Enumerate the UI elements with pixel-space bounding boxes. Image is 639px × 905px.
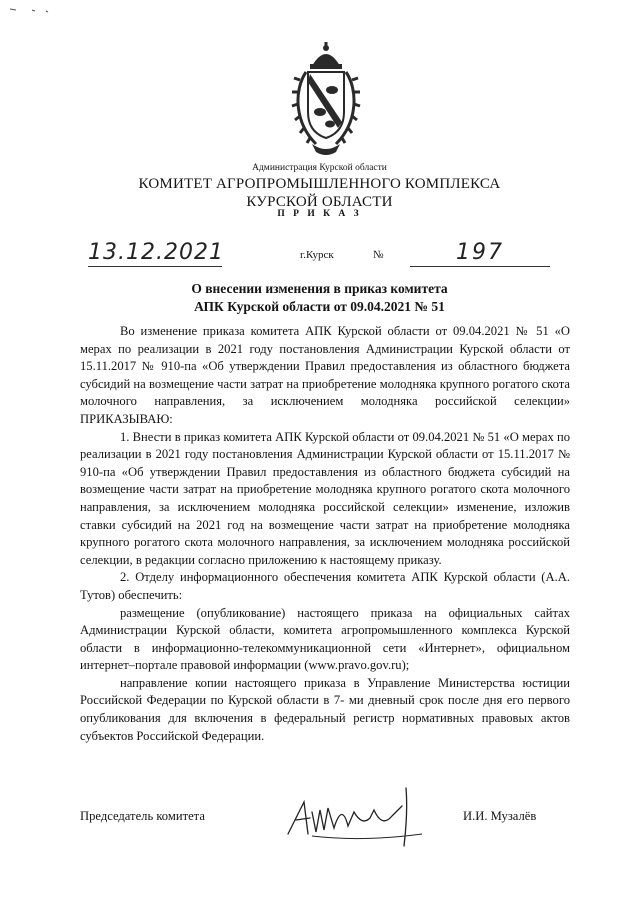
handwritten-signature [282,782,432,848]
order-city: г.Курск [300,249,334,261]
number-underline [410,266,550,267]
date-underline [88,266,222,267]
number-label: № [373,249,384,261]
committee-name-line1: КОМИТЕТ АГРОПРОМЫШЛЕННОГО КОМПЛЕКСА [138,176,501,192]
coat-of-arms-emblem [290,40,362,158]
paragraph-publication: размещение (опубликование) настоящего приказа на официальных сайтах Администрации Курской области, комитета агропромышленного комплекса Курской области в информационно-телекоммуникационной сети «Интернет», официальном интернет–портале правовой информации (www.pravo.gov.ru); [80,605,570,673]
order-body [80,323,570,745]
signatory-position: Председатель комитета [80,809,205,823]
paragraph-item-1: 1. Внести в приказ комитета АПК Курской области от 09.04.2021 № 51 «О мерах по реализации в 2021 году постановления Администрации Курской области от 15.11.2017 № 910-па «Об утверждении Правил предоставления из областного бюджета субсидий на возмещение части затрат на приобретение молодняка крупного рогатого скота молочного направления, за исключением молодняка российской селекции» изменение, изложив ставки субсидий на 2021 год на возмещение части затрат на приобретение молодняка крупного рогатого скота молочного направления, за исключением молодняка российской селекции, в редакции согласно приложению к настоящему приказу. [80,429,570,567]
committee-name [0,175,639,211]
scan-speck [8,6,68,14]
paragraph-item-2: 2. Отделу информационного обеспечения комитета АПК Курской области (А.А. Тутов) обеспечить: [80,570,570,602]
order-title-line1: О внесении изменения в приказ комитета [191,281,448,296]
signatory-name: И.И. Музалёв [463,809,537,823]
administration-name: Администрация Курской области [252,163,387,173]
order-title-line2: АПК Курской области от 09.04.2021 № 51 [194,299,445,314]
committee-name-line2: КУРСКОЙ ОБЛАСТИ [246,194,393,210]
order-number: 197 [456,240,504,265]
paragraph-registration: направление копии настоящего приказа в Управление Министерства юстиции Российской Федерации по Курской области в 7- ми дневный срок после дня его первого опубликования для включения в федеральный регистр нормативных правовых актов субъектов Российской Федерации. [80,675,570,743]
paragraph-preamble: Во изменение приказа комитета АПК Курской области от 09.04.2021 № 51 «О мерах по реализации в 2021 году постановления Администрации Курской области от 15.11.2017 № 910-па «Об утверждении Правил предоставления из областного бюджета субсидий на возмещение части затрат на приобретение молодняка крупного рогатого скота молочного направления, за исключением молодняка российской селекции» ПРИКАЗЫВАЮ: [80,324,570,426]
order-date: 13.12.2021 [88,240,224,265]
document-type: П Р И К А З [277,209,362,219]
order-title [0,280,639,316]
